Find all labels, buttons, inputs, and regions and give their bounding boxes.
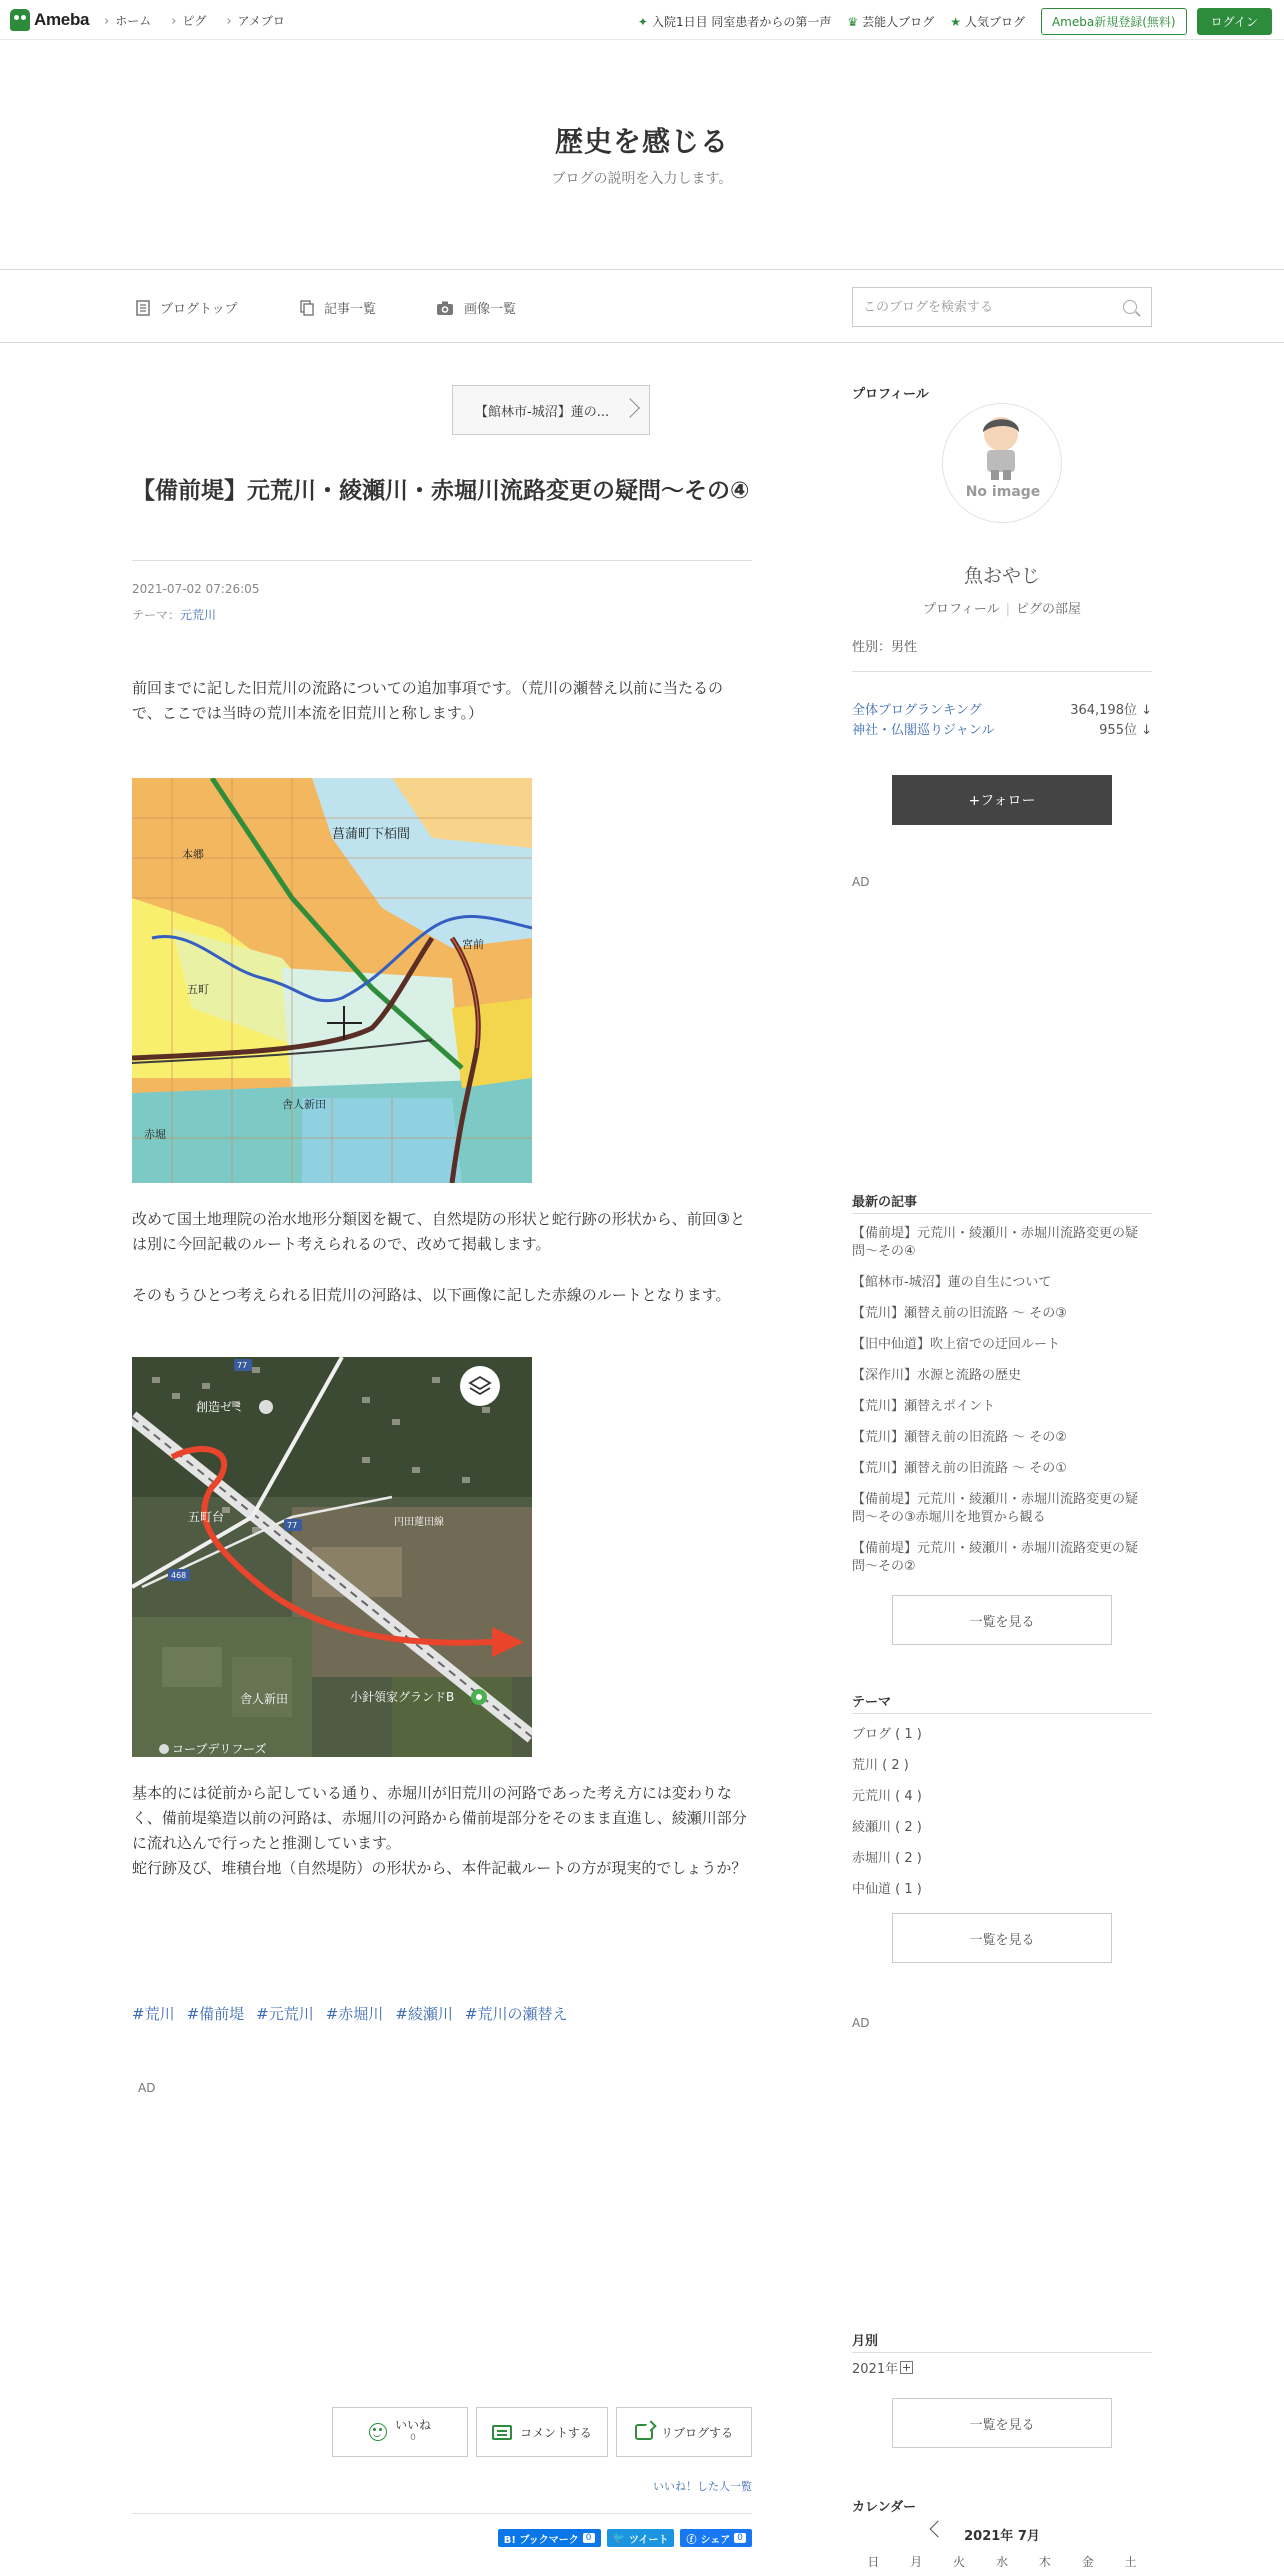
hashtag[interactable]: #備前堤 (186, 2005, 245, 2023)
genre-ranking-link[interactable]: 神社・仏閣巡りジャンル (852, 723, 995, 738)
profile-gender: 性別：男性 (852, 640, 918, 655)
paragraph-3: そのもうひとつ考えられる旧荒川の河路は、以下画像に記した赤線のルートとなります。 (132, 1286, 731, 1304)
overall-ranking-link[interactable]: 全体ブログランキング (852, 703, 982, 718)
facebook-share-button[interactable] (680, 2529, 752, 2547)
global-nav (104, 12, 285, 29)
sidebar-ad-label-2: AD (852, 2016, 870, 2030)
tweet-label: ツイート (628, 2534, 669, 2546)
search-icon[interactable] (1123, 300, 1137, 314)
satellite-map-graphic (132, 1357, 532, 1757)
weekday-label: 木 (1038, 2555, 1051, 2568)
weekday-label: 土 (1124, 2555, 1137, 2568)
copy-icon (300, 300, 314, 316)
overall-ranking (852, 699, 1152, 718)
nav-entry-list[interactable] (300, 298, 376, 317)
news-link-label: 入院1日目 同室患者からの第一声 (651, 15, 832, 29)
monthly-year: 2021年 (852, 2362, 899, 2377)
paragraph-4: 基本的には従前から記している通り、赤堀川が旧荒川の河路であった考え方には変わりなく、備前堤築造以前の河路は、赤堀川の河路から備前堤部分をそのまま直進し、綾瀬川部分に流れ込んで行ったと推測しています。 (132, 1784, 747, 1852)
theme-link[interactable]: ブログ ( 1 ) (852, 1727, 922, 1742)
like-button[interactable] (332, 2407, 468, 2457)
genre-ranking (852, 719, 1152, 738)
ameba-logo[interactable] (10, 8, 89, 32)
entry-title[interactable]: 【備前堤】元荒川・綾瀬川・赤堀川流路変更の疑問〜その④ (132, 478, 750, 504)
profile-heading: プロフィール (852, 387, 929, 402)
blog-header (0, 40, 1284, 270)
theme-link[interactable]: 中仙道 ( 1 ) (852, 1882, 922, 1897)
sidebar-ad-label: AD (852, 875, 870, 889)
like-count: 0 (410, 2433, 416, 2443)
login-button[interactable]: ログイン (1197, 8, 1272, 35)
monthly-year-row[interactable] (852, 2358, 913, 2377)
hatena-bookmark-button[interactable] (498, 2529, 601, 2547)
avatar[interactable] (942, 403, 1062, 523)
title-divider (132, 560, 752, 561)
twitter-bird-icon: 🐦 (612, 2532, 625, 2544)
share-buttons (498, 2529, 752, 2547)
route-468-badge: 468 (171, 1571, 187, 1580)
paragraph-2: 改めて国土地理院の治水地形分類図を観て、自然堤防の形状と蛇行跡の形状から、前回③とは別に今回記載のルート考えられるので、改めて掲載します。 (132, 1210, 746, 1253)
map2-label-2: 五町台 (188, 1510, 225, 1524)
nav-image-list-label: 画像一覧 (464, 302, 517, 317)
reblog-button[interactable] (616, 2407, 752, 2457)
paragraph-1: 前回までに記した旧荒川の流路についての追加事項です。（荒川の瀬替え以前に当たるので、ここでは当時の荒川本流を旧荒川と称します。） (132, 679, 724, 722)
weekday-label: 水 (996, 2555, 1009, 2568)
document-icon (136, 300, 150, 316)
smile-icon (369, 2423, 387, 2441)
blog-search (852, 287, 1152, 327)
logo-text: Ameba (34, 10, 90, 29)
no-image-text: No image (965, 484, 1041, 500)
blog-description: ブログの説明を入力します。 (551, 171, 733, 187)
news-link[interactable] (638, 13, 832, 30)
nav-blog-top[interactable] (136, 298, 238, 317)
like-text (395, 2419, 431, 2445)
popular-blog-label: 人気ブログ (964, 15, 1025, 29)
weekday-label: 金 (1081, 2555, 1094, 2568)
theme-link[interactable]: 綾瀬川 ( 2 ) (852, 1820, 922, 1835)
nav-ameblo[interactable]: › アメブロ (226, 12, 284, 29)
recent-entry-link[interactable]: 【荒川】瀬替え前の旧流路 〜 その① (852, 1461, 1067, 1476)
comment-label: コメントする (520, 2425, 592, 2440)
theme-link[interactable]: 荒川 ( 2 ) (852, 1758, 909, 1773)
calendar-heading: カレンダー (852, 2500, 917, 2515)
genre-ranking-value: 955位 ↓ (1099, 723, 1152, 738)
map2-label-6: 円田蓮田線 (394, 1517, 444, 1528)
blog-title[interactable]: 歴史を感じる (554, 125, 729, 158)
prev-entry-button[interactable] (452, 385, 650, 435)
map1-label-1: 菖蒲町下栢間 (332, 827, 411, 842)
map2-label-4: 小針領家グランドB (350, 1690, 455, 1704)
theme-link[interactable]: 元荒川 (180, 608, 217, 622)
comment-icon (492, 2425, 512, 2440)
theme-link[interactable]: 元荒川 ( 4 ) (852, 1789, 922, 1804)
recent-entry-link[interactable]: 【旧中仙道】吹上宿での迂回ルート (852, 1337, 1061, 1352)
recent-entry-link[interactable]: 【館林市-城沼】蓮の自生について (852, 1275, 1052, 1290)
weekday-label: 火 (953, 2555, 966, 2568)
chevron-right-icon (620, 398, 640, 418)
like-label: いいね (394, 2418, 431, 2432)
recent-entry-link[interactable]: 【備前堤】元荒川・綾瀬川・赤堀川流路変更の疑問〜その③赤堀川を地質から観る (852, 1492, 1139, 1525)
hashtag[interactable]: #荒川の瀬替え (464, 2005, 568, 2023)
hashtag[interactable]: #赤堀川 (325, 2005, 384, 2023)
recent-entry-link[interactable]: 【深作川】水源と流路の歴史 (852, 1368, 1022, 1383)
weekday-label: 月 (910, 2555, 923, 2568)
ad-label: AD (138, 2081, 156, 2095)
theme-list (852, 1720, 1152, 1906)
register-button[interactable]: Ameba新規登録(無料) (1041, 8, 1187, 35)
star-icon: ★ (950, 14, 961, 29)
blog-nav (0, 271, 1284, 343)
profile-divider (852, 671, 1152, 672)
recent-entry-link[interactable]: 【荒川】瀬替えポイント (852, 1399, 996, 1414)
ameba-logo-icon (10, 9, 30, 31)
monthly-more-button[interactable]: 一覧を見る (892, 2398, 1112, 2448)
route-77-badge-mid: 77 (287, 1521, 298, 1530)
satellite-route-map-image[interactable] (132, 1357, 532, 1757)
map2-label-1: 創造ゼミ (196, 1400, 245, 1414)
recent-entries-divider (852, 1213, 1152, 1214)
share-divider (132, 2513, 752, 2514)
paragraph-5: 蛇行跡及び、堆積台地（自然堤防）の形状から、本件記載ルートの方が現実的でしょうか？ (132, 1859, 747, 1877)
map1-label-6: 赤堀 (144, 1128, 166, 1141)
prev-entry-label: 【館林市-城沼】蓮の... (475, 404, 610, 420)
weekday-label: 日 (867, 2555, 880, 2568)
pigg-room-link[interactable]: ピグの部屋 (1016, 602, 1082, 617)
theme-label: テーマ： (132, 608, 181, 622)
header-right (638, 8, 1272, 35)
crown-icon: ♛ (847, 14, 859, 29)
overall-ranking-value: 364,198位 ↓ (1070, 703, 1152, 718)
no-image-avatar-icon (943, 404, 1062, 523)
camera-icon (436, 300, 454, 316)
calendar-weekdays (852, 2553, 1152, 2568)
nav-blog-top-label: ブログトップ (160, 302, 238, 317)
map2-label-5: コーブデリフーズ (172, 1742, 267, 1756)
recent-entries-heading: 最新の記事 (852, 1195, 918, 1210)
sparkle-icon: ✦ (637, 14, 648, 29)
map2-label-3: 舎人新田 (240, 1692, 289, 1706)
profile-links (852, 598, 1152, 617)
recent-entry-link[interactable]: 【荒川】瀬替え前の旧流路 〜 その② (852, 1430, 1067, 1445)
hashtag[interactable]: #綾瀬川 (395, 2005, 453, 2023)
recent-entry-link[interactable]: 【荒川】瀬替え前の旧流路 〜 その③ (852, 1306, 1067, 1321)
follow-button[interactable]: +フォロー (892, 775, 1112, 825)
hatena-label: B! ブックマーク (503, 2534, 579, 2546)
nav-image-list[interactable] (436, 298, 516, 317)
hashtag[interactable]: #元荒川 (256, 2005, 314, 2023)
recent-more-button[interactable]: 一覧を見る (892, 1595, 1112, 1645)
monthly-heading: 月別 (852, 2334, 879, 2349)
monthly-divider (852, 2352, 1152, 2353)
nav-pigg[interactable]: › ピグ (171, 12, 206, 29)
nav-home[interactable]: › ホーム (104, 12, 151, 29)
expand-plus-icon[interactable] (900, 2361, 913, 2374)
recent-entries-list (852, 1219, 1152, 1583)
reblog-label: リブログする (660, 2425, 733, 2440)
popular-blog-link[interactable] (950, 13, 1025, 30)
reblog-icon (635, 2424, 653, 2440)
facebook-icon: ⓕ (686, 2534, 697, 2546)
theme-divider (852, 1713, 1152, 1714)
celebrity-blog-link[interactable] (847, 13, 934, 30)
hatena-count: 0 (583, 2533, 595, 2543)
hashtag[interactable]: #荒川 (132, 2005, 175, 2023)
profile-nickname[interactable]: 魚おやじ (963, 565, 1040, 587)
facebook-count: 0 (734, 2533, 746, 2543)
entry-theme (132, 606, 216, 623)
terrain-map-graphic (132, 778, 532, 1183)
map1-label-5: 舎人新田 (282, 1098, 326, 1111)
route-77-badge-top: 77 (237, 1361, 248, 1370)
recent-entry-link[interactable]: 【備前堤】元荒川・綾瀬川・赤堀川流路変更の疑問〜その② (852, 1541, 1139, 1574)
theme-link[interactable]: 赤堀川 ( 2 ) (852, 1851, 922, 1866)
entry-date: 2021-07-02 07:26:05 (132, 582, 260, 596)
global-header (0, 0, 1284, 40)
celebrity-blog-label: 芸能人ブログ (862, 15, 935, 29)
recent-entry-link[interactable]: 【備前堤】元荒川・綾瀬川・赤堀川流路変更の疑問〜その④ (852, 1226, 1139, 1259)
hashtag-list (132, 2003, 567, 2024)
theme-heading: テーマ (852, 1695, 892, 1710)
comment-button[interactable] (476, 2407, 608, 2457)
flood-terrain-map-image[interactable] (132, 778, 532, 1183)
theme-more-button[interactable]: 一覧を見る (892, 1913, 1112, 1963)
like-list-link[interactable]: いいね！した人一覧 (653, 2480, 752, 2493)
facebook-label: シェア (700, 2534, 731, 2546)
map1-label-4: 五町 (187, 983, 209, 996)
nav-entry-list-label: 記事一覧 (324, 302, 377, 317)
profile-link[interactable]: プロフィール (922, 602, 1000, 617)
map1-label-3: 宮前 (462, 938, 484, 951)
map1-label-2: 本郷 (182, 848, 204, 861)
separator: | (1005, 602, 1011, 617)
calendar-month: 2021年 7月 (964, 2529, 1040, 2544)
tweet-button[interactable] (607, 2529, 675, 2547)
search-input[interactable] (853, 288, 1103, 326)
